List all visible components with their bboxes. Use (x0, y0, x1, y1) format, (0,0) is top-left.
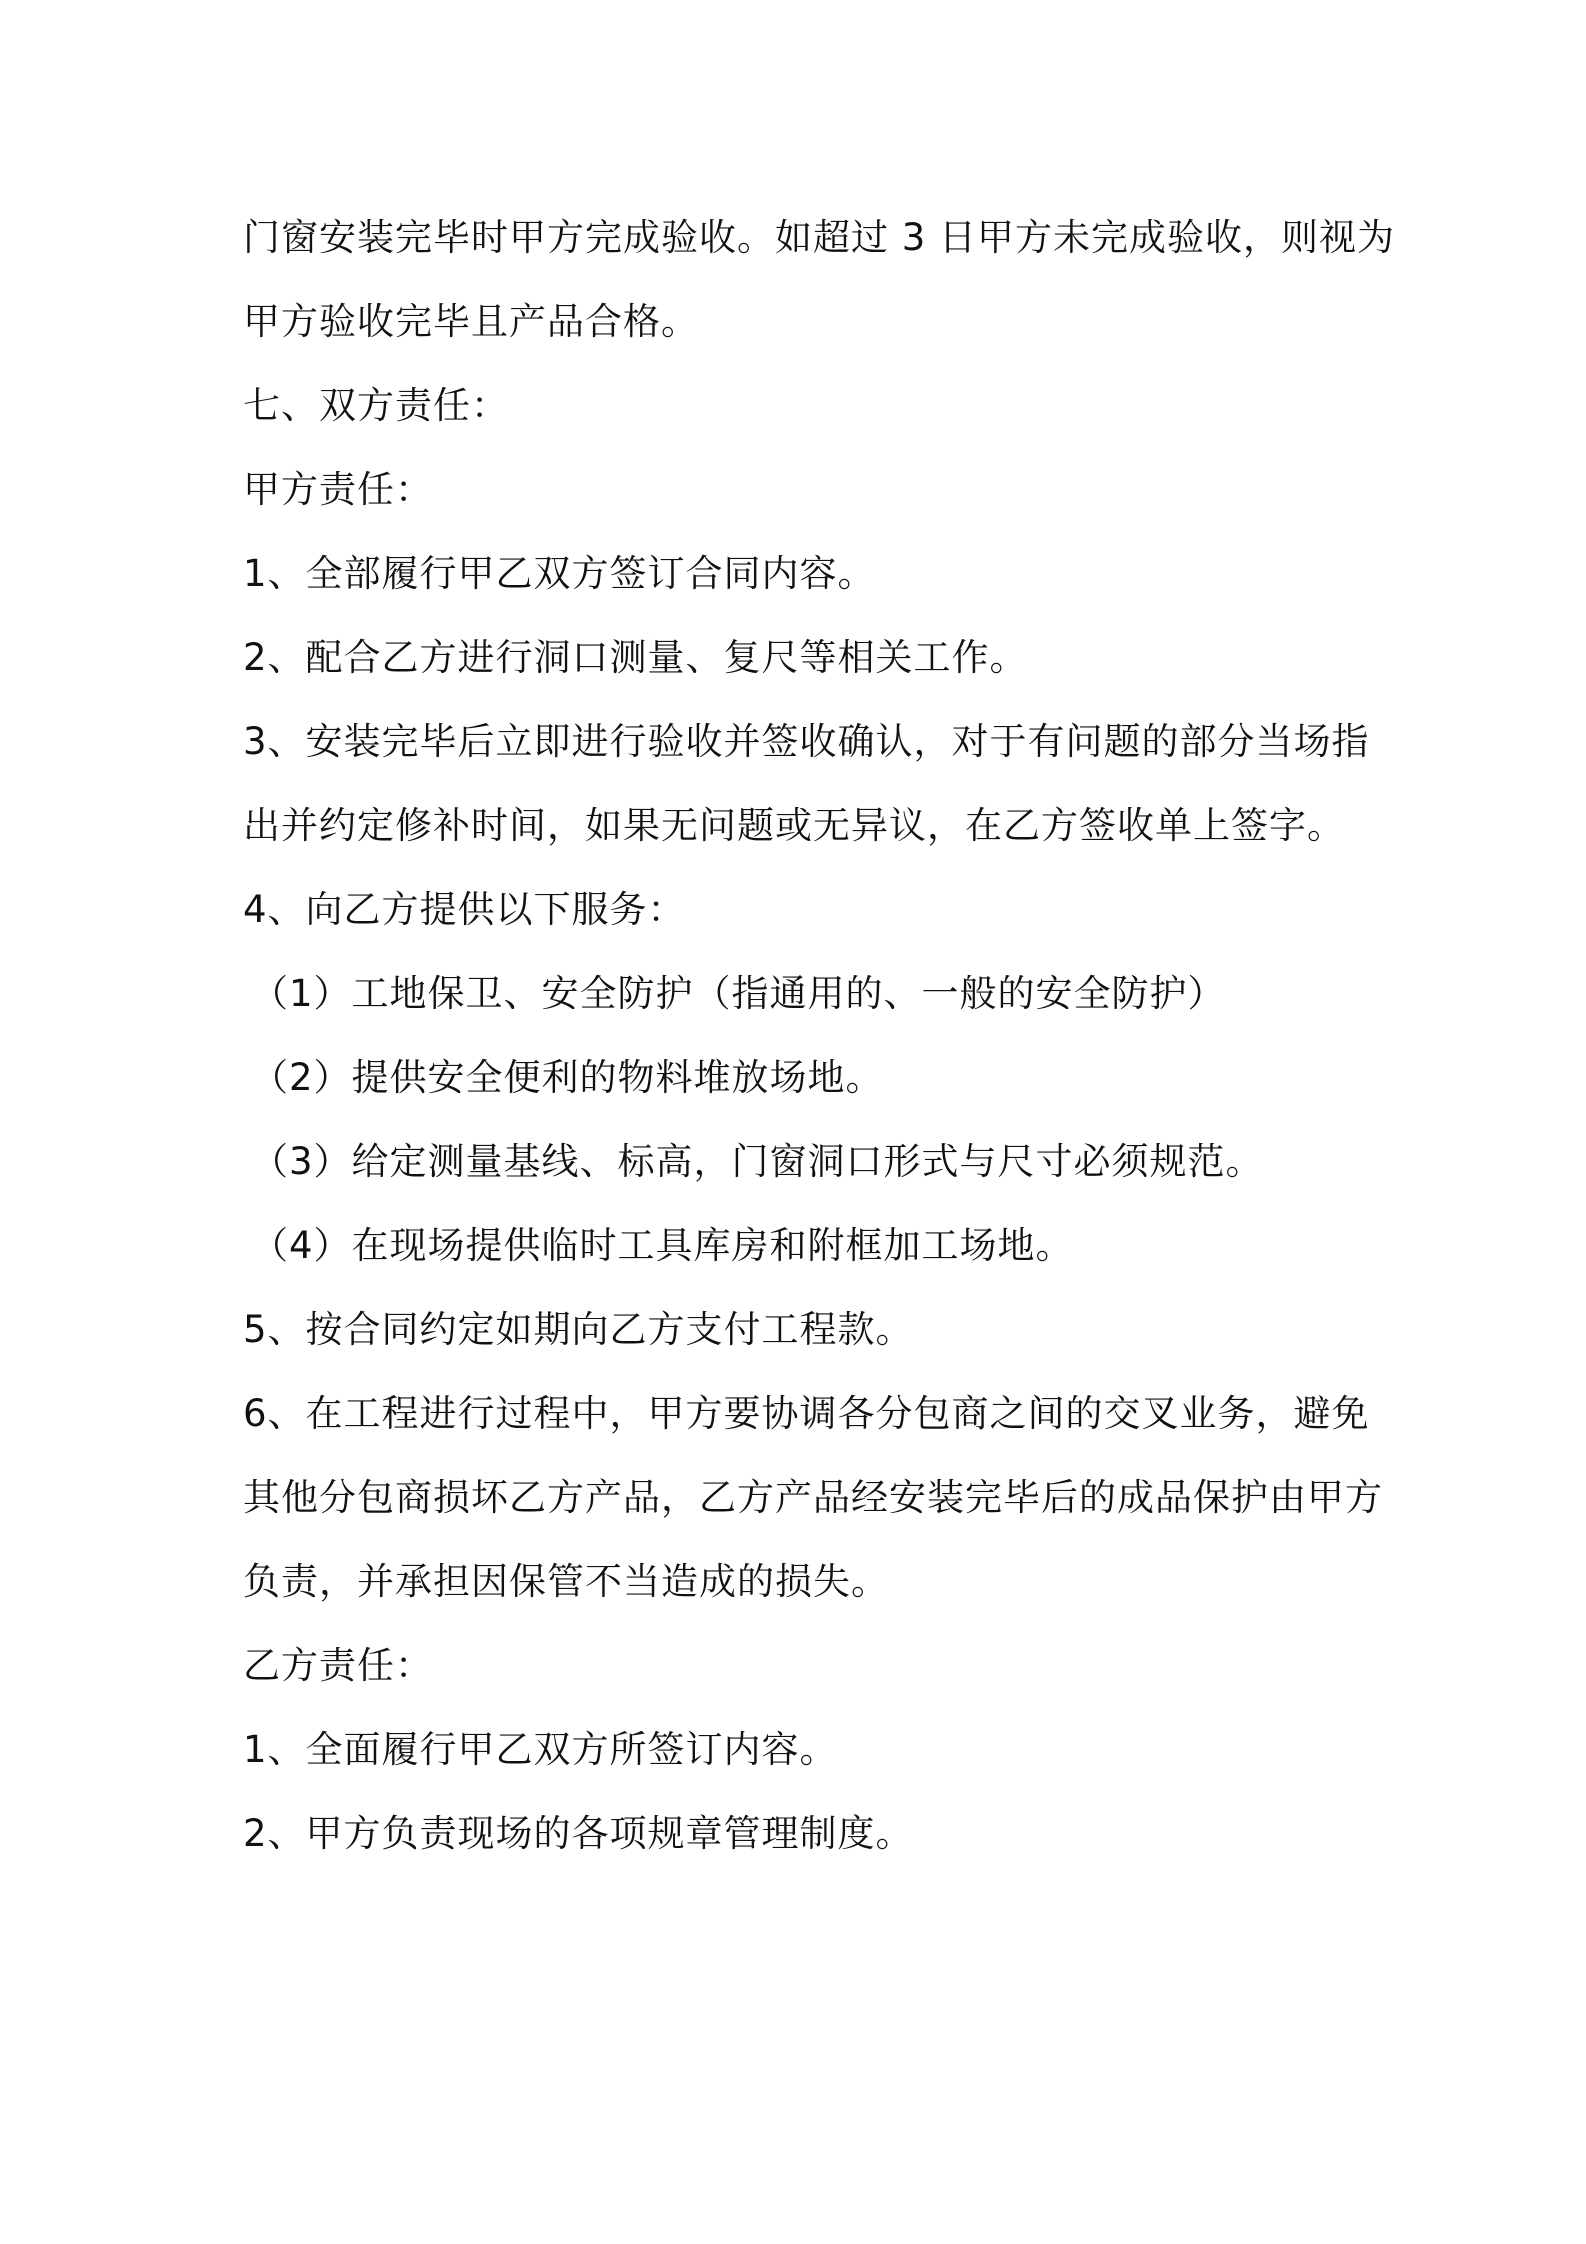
subsection-heading: 乙方责任： (243, 1644, 433, 1687)
list-item: 1、全部履行甲乙双方签订合同内容。 (243, 552, 876, 595)
section-heading: 七、双方责任： (243, 384, 509, 427)
list-item: 3、安装完毕后立即进行验收并签收确认，对于有问题的部分当场指 (243, 720, 1370, 763)
list-item-continuation: 负责，并承担因保管不当造成的损失。 (243, 1560, 889, 1603)
sub-list-item: （3）给定测量基线、标高，门窗洞口形式与尺寸必须规范。 (251, 1140, 1264, 1183)
list-item-continuation: 出并约定修补时间，如果无问题或无异议，在乙方签收单上签字。 (243, 804, 1345, 847)
list-item: 6、在工程进行过程中，甲方要协调各分包商之间的交叉业务，避免 (243, 1392, 1370, 1435)
list-item-continuation: 其他分包商损坏乙方产品，乙方产品经安装完毕后的成品保护由甲方 (243, 1476, 1383, 1519)
paragraph-line: 门窗安装完毕时甲方完成验收。如超过 3 日甲方未完成验收，则视为 (243, 216, 1396, 259)
sub-list-item: （4）在现场提供临时工具库房和附框加工场地。 (251, 1224, 1074, 1267)
list-item: 2、甲方负责现场的各项规章管理制度。 (243, 1812, 914, 1855)
list-item: 1、全面履行甲乙双方所签订内容。 (243, 1728, 838, 1771)
list-item: 5、按合同约定如期向乙方支付工程款。 (243, 1308, 914, 1351)
sub-list-item: （1）工地保卫、安全防护（指通用的、一般的安全防护） (251, 972, 1226, 1015)
list-item: 2、配合乙方进行洞口测量、复尺等相关工作。 (243, 636, 1028, 679)
list-item: 4、向乙方提供以下服务： (243, 888, 686, 931)
paragraph-line: 甲方验收完毕且产品合格。 (243, 300, 699, 343)
subsection-heading: 甲方责任： (243, 468, 433, 511)
sub-list-item: （2）提供安全便利的物料堆放场地。 (251, 1056, 884, 1099)
document-body (243, 196, 1396, 1876)
